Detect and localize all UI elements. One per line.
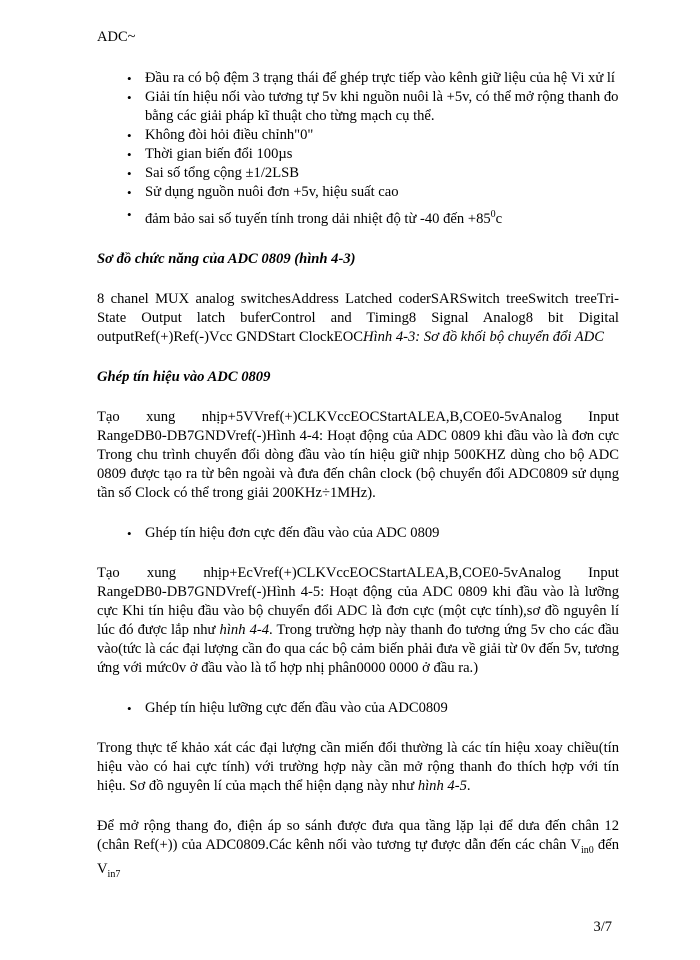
subscript: in0 — [580, 844, 594, 856]
figure-caption: Hình 4-3: Sơ đồ khối bộ chuyển đổi ADC — [363, 328, 604, 345]
list-item: • Ghép tín hiệu đơn cực đến đầu vào của ADC 0809 — [125, 524, 619, 543]
list-item-text: đảm bảo sai số tuyến tính trong dải nhiệt độ từ -40 đến +85 — [145, 210, 491, 227]
superscript: 0 — [490, 209, 496, 220]
section-heading-signal-input: Ghép tín hiệu vào ADC 0809 — [97, 368, 271, 385]
paragraph-ac-signals: Trong thực tế khảo xát các đại lượng cần miến đổi thường là các tín hiệu xoay chiều(tín hiệu vào có hai cực tính) với trường hợp này cần mở rộng thanh đo thích hợp với tín hiệu. Sơ đồ nguyên lí của mạch thể hiện dạng này như hình 4-5. — [97, 739, 619, 794]
list-item-suffix: c — [495, 210, 503, 227]
document-body — [97, 69, 619, 884]
paragraph-bipolar-operation: Tạo xung nhịp+EcVref(+)CLKVccEOCStartALEA,B,COE0-5vAnalog Input RangeDB0-DB7GNDVref(-)Hình 4-5: Hoạt động của ADC 0809 khi đầu vào là lưỡng cực Khi tín hiệu đầu vào bộ chuyển đổi ADC là đơn cực (một cực tính),sơ đồ nguyên lí lúc đó được lắp như hình 4-4. Trong trường hợp này thanh đo tương ứng 5v cho các đầu vào(tức là các đại lượng cần đo qua các bộ cảm biến phải đưa về giải từ 0v đến 5v, tương ứng với mức0v ở đầu vào là tổ hợp nhị phân0000 0000 ở đầu ra.) — [97, 564, 619, 676]
paragraph-range-extension: Để mở rộng thang đo, điện áp so sánh được đưa qua tầng lặp lại để dưa đến chân 12 (chân Ref(+)) của ADC0809.Các kênh nối vào tương tự được dẫn đến các chân $V_{in0}$ đến $V_{in7}$ — [97, 817, 619, 880]
list-item: • Sử dụng nguồn nuôi đơn +5v, hiệu suất cao — [125, 183, 619, 202]
section-heading-functional-diagram: Sơ đồ chức năng của ADC 0809 (hình 4-3) — [97, 250, 356, 267]
figure-reference: hình 4-4 — [219, 621, 270, 638]
paragraph-unipolar-operation: Tạo xung nhịp+5VVref(+)CLKVccEOCStartALEA,B,COE0-5vAnalog Input RangeDB0-DB7GNDVref(-)Hình 4-4: Hoạt động của ADC 0809 khi đầu vào là đơn cực Trong chu trình chuyển đổi dòng đầu vào tín hiệu giữ nhịp 500KHZ dùng cho bộ ADC 0809 được tạo ra từ bên ngoài và đưa đến chân clock (bộ chuyển đổi ADC0809 sử dụng tần số Clock có thể trong giải 200KHz÷1MHz). — [97, 408, 619, 501]
list-item: • Giải tín hiệu nối vào tương tự 5v khi nguồn nuôi là +5v, có thể mở rộng thanh đo bằng các giải pháp kĩ thuật cho từng mạch cụ thể. — [125, 88, 619, 126]
list-item: • Không đòi hỏi điều chỉnh"0" — [125, 126, 619, 145]
figure-reference: hình 4-5 — [417, 777, 467, 794]
page-number: 3/7 — [593, 919, 612, 935]
subscript: in7 — [107, 868, 121, 880]
list-item: • Thời gian biến đổi 100µs — [125, 145, 619, 164]
feature-list — [97, 69, 619, 229]
page-header: ADC~ — [97, 29, 136, 45]
list-item: • Đầu ra có bộ đệm 3 trạng thái để ghép trực tiếp vào kênh giữ liệu của hệ Vi xử lí — [125, 69, 619, 88]
list-item: • Sai số tổng cộng ±1/2LSB — [125, 164, 619, 183]
list-item — [125, 205, 619, 229]
paragraph-block-diagram: 8 chanel MUX analog switchesAddress Latched coderSARSwitch treeSwitch treeTri-State Output latch buferControl and Timing8 Signal Analog8 bit Digital outputRef(+)Ref(-)Vcc GNDStart ClockEOCHình 4-3: Sơ đồ khối bộ chuyển đổi ADC — [97, 290, 619, 345]
list-item: • Ghép tín hiệu lưỡng cực đến đầu vào của ADC0809 — [125, 699, 619, 718]
